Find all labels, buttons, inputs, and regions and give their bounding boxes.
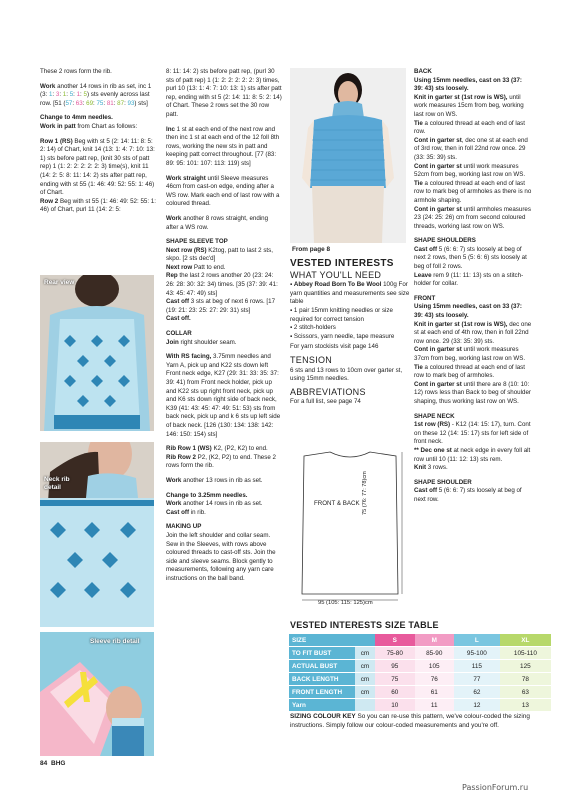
abbreviations-text: For a full list, see page 74	[290, 398, 361, 406]
section-heading: SHAPE SLEEVE TOP	[166, 238, 228, 246]
paragraph: Knit in garter st (1st row is WS), until work measures 15cm from beg, working last row on WS.	[414, 93, 524, 118]
table-cell: 115	[454, 660, 500, 673]
front-back-schematic	[290, 440, 410, 612]
paragraph: Rib Row 1 (WS) K2, (P2, K2) to end.	[166, 445, 268, 453]
diagram-height-label: 75 (76: 77: 78)cm	[362, 471, 368, 515]
paragraph: Join right shoulder seam.	[166, 338, 237, 346]
needs-list	[290, 281, 410, 341]
table-cell: 11	[415, 699, 455, 712]
paragraph: Inc 1 st at each end of the next row and then inc 1 st at each end of the 12 foll 8th rows, working the new sts in patt and keeping patt correct throughout. [77 (83: 89: 95: 101: 107: 113: 119) sts]	[166, 125, 280, 167]
paragraph: Row 1 (RS) Beg with st 5 (2: 14: 11: 8: 5: 2: 14) of Chart, knit 14 (13: 1: 4: 7: 10: 13: 1) sts before patt rep, (knit 30 sts of patt rep) 1 (1: 2: 2: 2: 2: 2: 3) time(s), knit 11 (14: 2: 5: 8: 11: 14: 2) sts after patt rep, ending with st 55 (1: 46: 49: 52: 55: 1: 46) of Chart.	[40, 137, 155, 197]
row-label: Yarn	[289, 699, 355, 712]
paragraph: Row 2 Beg with st 55 (1: 46: 49: 52: 55: 1: 46) of Chart, purl 11 (14: 2: 5:	[40, 197, 156, 214]
paragraph: Cont in garter st until work measures 52cm from beg, working last row on WS.	[414, 162, 526, 179]
table-header-row	[289, 634, 551, 647]
row-unit: cm	[355, 660, 375, 673]
table-cell: 78	[500, 673, 551, 686]
paragraph: Using 15mm needles, cast on 33 (37: 39: 43) sts loosely.	[414, 303, 522, 320]
table-cell: 95	[375, 660, 415, 673]
table-header: M	[415, 634, 455, 647]
column-1-text	[40, 68, 158, 221]
table-header: XL	[500, 634, 551, 647]
tension-text: 6 sts and 13 rows to 10cm over garter st, using 15mm needles.	[290, 366, 403, 383]
row-unit: cm	[355, 673, 375, 686]
section-heading: BACK	[414, 68, 432, 75]
row-unit: cm	[355, 647, 375, 660]
model-photo	[290, 68, 406, 243]
paragraph: Knit in garter st (1st row is WS), dec one st at each end of 4th row, then in foll 22nd row once. 29 (33: 35: 39) sts.	[414, 320, 532, 345]
table-cell: 125	[500, 660, 551, 673]
row-label: TO FIT BUST	[289, 647, 355, 660]
table-cell: 10	[375, 699, 415, 712]
table-cell: 61	[415, 686, 455, 699]
diagram-width-label: 95 (105: 115: 125)cm	[318, 600, 373, 606]
paragraph: Cast off.	[166, 315, 191, 323]
sleeve-rib-photo	[40, 632, 154, 756]
section-heading: SHAPE SHOULDER	[414, 478, 472, 486]
model-image	[290, 68, 406, 243]
section-heading: Change to 4mm needles.	[40, 114, 113, 122]
table-cell: 77	[454, 673, 500, 686]
paragraph: Cast off 5 (6: 6: 7) sts loosely at beg of next 2 rows, then 5 (5: 6: 6) sts loosely at beg of foll 2 rows.	[414, 245, 527, 271]
paragraph: Next row Patt to end.	[166, 263, 226, 271]
table-header: S	[375, 634, 415, 647]
paragraph: Cont in garter st until armholes measures 23 (24: 25: 26) cm from second coloured threads, working last row on WS.	[414, 205, 531, 230]
page-number: 84	[40, 760, 48, 767]
photo-label: Rear view	[44, 279, 75, 286]
neck-rib-photo	[40, 442, 154, 627]
size-table	[289, 634, 551, 712]
table-cell: 95-100	[454, 647, 500, 660]
row-label: BACK LENGTH	[289, 673, 355, 686]
list-item: ▪ 2 stitch-holders	[290, 324, 336, 332]
table-cell: 62	[454, 686, 500, 699]
page-footer	[40, 760, 66, 767]
paragraph: Work straight until Sleeve measures 46cm from cast-on edge, ending after a WS row. Mark each end of last row with a coloured thread.	[166, 174, 280, 208]
table-cell: 75	[375, 673, 415, 686]
paragraph: Work another 8 rows straight, ending after a WS row.	[166, 214, 269, 231]
paragraph: Rep the last 2 rows another 20 (23: 24: 26: 28: 30: 32: 34) times. [35 (37: 39: 41: 43: 45: 47: 49) sts]	[166, 272, 278, 297]
paragraph: Work another 14 rows in rib as set.	[166, 500, 263, 508]
column-4-text	[414, 68, 532, 505]
paragraph: Knit 3 rows.	[414, 464, 448, 472]
stockists-note: For yarn stockists visit page 146	[290, 343, 379, 351]
photo-label: Sleeve rib detail	[90, 638, 140, 645]
table-cell: 13	[500, 699, 551, 712]
pattern-title: VESTED INTERESTS	[290, 258, 394, 269]
paragraph: Cast off 5 (6: 6: 7) sts loosely at beg of next row.	[414, 487, 522, 503]
paragraph: 8: 11: 14: 2) sts before patt rep, (purl 30 sts of patt rep) 1 (1: 2: 2: 2: 2: 2: 3) times, purl 10 (13: 1: 4: 7: 10: 13: 1) sts after patt rep, ending with st 5 (2: 14: 11: 8: 5: 2: 14) of Chart. These 2 rows set the 30 row patt.	[166, 68, 282, 118]
paragraph: Work another 14 rows in rib as set, inc 1 (3: 1: 3: 1: 5: 1: 5) sts evenly across last row. [51 (57: 63: 69: 75: 81: 87: 93) sts]	[40, 82, 152, 107]
paragraph: Cast off in rib.	[166, 508, 206, 516]
table-cell: 75-80	[375, 647, 415, 660]
row-label: FRONT LENGTH	[289, 686, 355, 699]
paragraph: These 2 rows form the rib.	[40, 68, 112, 75]
paragraph: With RS facing, 3.75mm needles and Yarn A, pick up and K22 sts down left Front neck edge, K27 (29: 31: 33: 35: 37: 39: 41) from Front neck holder, pick up and K22 sts up right front neck, pick up and K6 sts down right side of back neck, K39 (41: 43: 45: 47: 49: 51: 53) sts from back neck, pick up and k 6 sts up left side of back neck. [126 (130: 134: 138: 142: 146: 150: 154) sts]	[166, 353, 281, 438]
table-cell: 105	[415, 660, 455, 673]
diagram-label: FRONT & BACK	[314, 500, 360, 507]
section-heading: ABBREVIATIONS	[290, 386, 366, 397]
table-row	[289, 673, 551, 686]
row-unit	[355, 699, 375, 712]
table-cell: 105-110	[500, 647, 551, 660]
paragraph: Work in patt from Chart as follows:	[40, 122, 138, 130]
table-header: SIZE	[289, 634, 355, 647]
table-cell: 63	[500, 686, 551, 699]
paragraph: Cont in garter st until there are 8 (10: 10: 12) rows less than Back to beg of shoulder shaping, thus working last row on WS.	[414, 380, 531, 405]
paragraph: Tie a coloured thread at each end of last row to mark beg of armholes as there is no armhole shaping.	[414, 179, 532, 204]
section-heading: Change to 3.25mm needles.	[166, 491, 248, 499]
row-label: ACTUAL BUST	[289, 660, 355, 673]
table-row	[289, 686, 551, 699]
rear-view-image	[40, 275, 154, 431]
section-heading: FRONT	[414, 294, 436, 302]
paragraph: Cont in garter st, dec one st at each end of 3rd row, then in foll 22nd row once. 29 (33: 35: 39) sts.	[414, 136, 528, 161]
garment-diagram	[290, 440, 410, 612]
paragraph: Join the left shoulder and collar seam. Sew in the Sleeves, with rows above coloured threads to cast-off sts. Join the side and sleeve seams. Block gently to measurements, following any yarn care instructions on the ball band.	[166, 531, 276, 582]
section-heading: COLLAR	[166, 330, 192, 338]
column-3-text	[290, 260, 410, 407]
sizing-colour-key: SIZING COLOUR KEY So you can re-use this pattern, we've colour-coded the sizing instructions. Simply follow our colour-coded measurements and you're off.	[290, 713, 530, 729]
paragraph: Tie a coloured thread at each end of last row.	[414, 119, 525, 136]
table-cell: 85-90	[415, 647, 455, 660]
paragraph: Work another 13 rows in rib as set.	[166, 476, 263, 484]
column-2-text	[166, 68, 282, 589]
list-item: ▪ Scissors, yarn needle, tape measure	[290, 332, 395, 340]
size-table-title: VESTED INTERESTS SIZE TABLE	[290, 620, 439, 630]
paragraph: Next row (RS) K2tog, patt to last 2 sts, skpo. [2 sts dec'd]	[166, 246, 273, 263]
photo-caption: From page 8	[292, 246, 330, 253]
paragraph: Leave rem 9 (11: 11: 13) sts on a stitch-holder for collar.	[414, 271, 524, 288]
table-cell: 76	[415, 673, 455, 686]
table-header	[355, 634, 375, 647]
paragraph: Tie a coloured thread at each end of last row to mark beg of armholes.	[414, 363, 525, 380]
sleeve-rib-image	[40, 632, 154, 756]
section-heading: TENSION	[290, 354, 333, 365]
table-row	[289, 647, 551, 660]
list-item: ▪ 1 pair 15mm knitting needles or size required for correct tension	[290, 306, 393, 323]
table-row	[289, 660, 551, 673]
table-row	[289, 699, 551, 712]
table-cell: 60	[375, 686, 415, 699]
paragraph: Cont in garter st until work measures 37cm from beg, working last row on WS.	[414, 346, 526, 362]
magazine-name: BHG	[51, 760, 66, 767]
table-header: L	[454, 634, 500, 647]
photo-label: Neck rib detail	[44, 476, 70, 491]
section-heading: SHAPE SHOULDERS	[414, 237, 476, 245]
paragraph: Rib Row 2 P2, (K2, P2) to end. These 2 rows form the rib.	[166, 453, 276, 470]
paragraph: 1st row (RS) - K12 (14: 15: 17), turn. Cont on these 12 (14: 15: 17) sts for left side of front neck.	[414, 421, 531, 446]
list-item: ▪ Abbey Road Born To Be Wool 100g For yarn quantities and measurements see size table	[290, 281, 410, 306]
section-heading: MAKING UP	[166, 523, 202, 531]
table-cell: 12	[454, 699, 500, 712]
paragraph: Cast off 3 sts at beg of next 6 rows. [17 (19: 21: 23: 25: 27: 29: 31) sts]	[166, 298, 276, 314]
rear-view-photo	[40, 275, 154, 431]
row-unit: cm	[355, 686, 375, 699]
section-heading: SHAPE NECK	[414, 412, 455, 420]
neck-rib-image	[40, 442, 154, 627]
watermark: PassionForum.ru	[462, 783, 529, 792]
section-heading: WHAT YOU'LL NEED	[290, 269, 382, 280]
paragraph: Using 15mm needles, cast on 33 (37: 39: 43) sts loosely.	[414, 76, 522, 93]
paragraph: ** Dec one st at neck edge in every foll alt row until 10 (11: 12: 13) sts rem.	[414, 446, 531, 463]
